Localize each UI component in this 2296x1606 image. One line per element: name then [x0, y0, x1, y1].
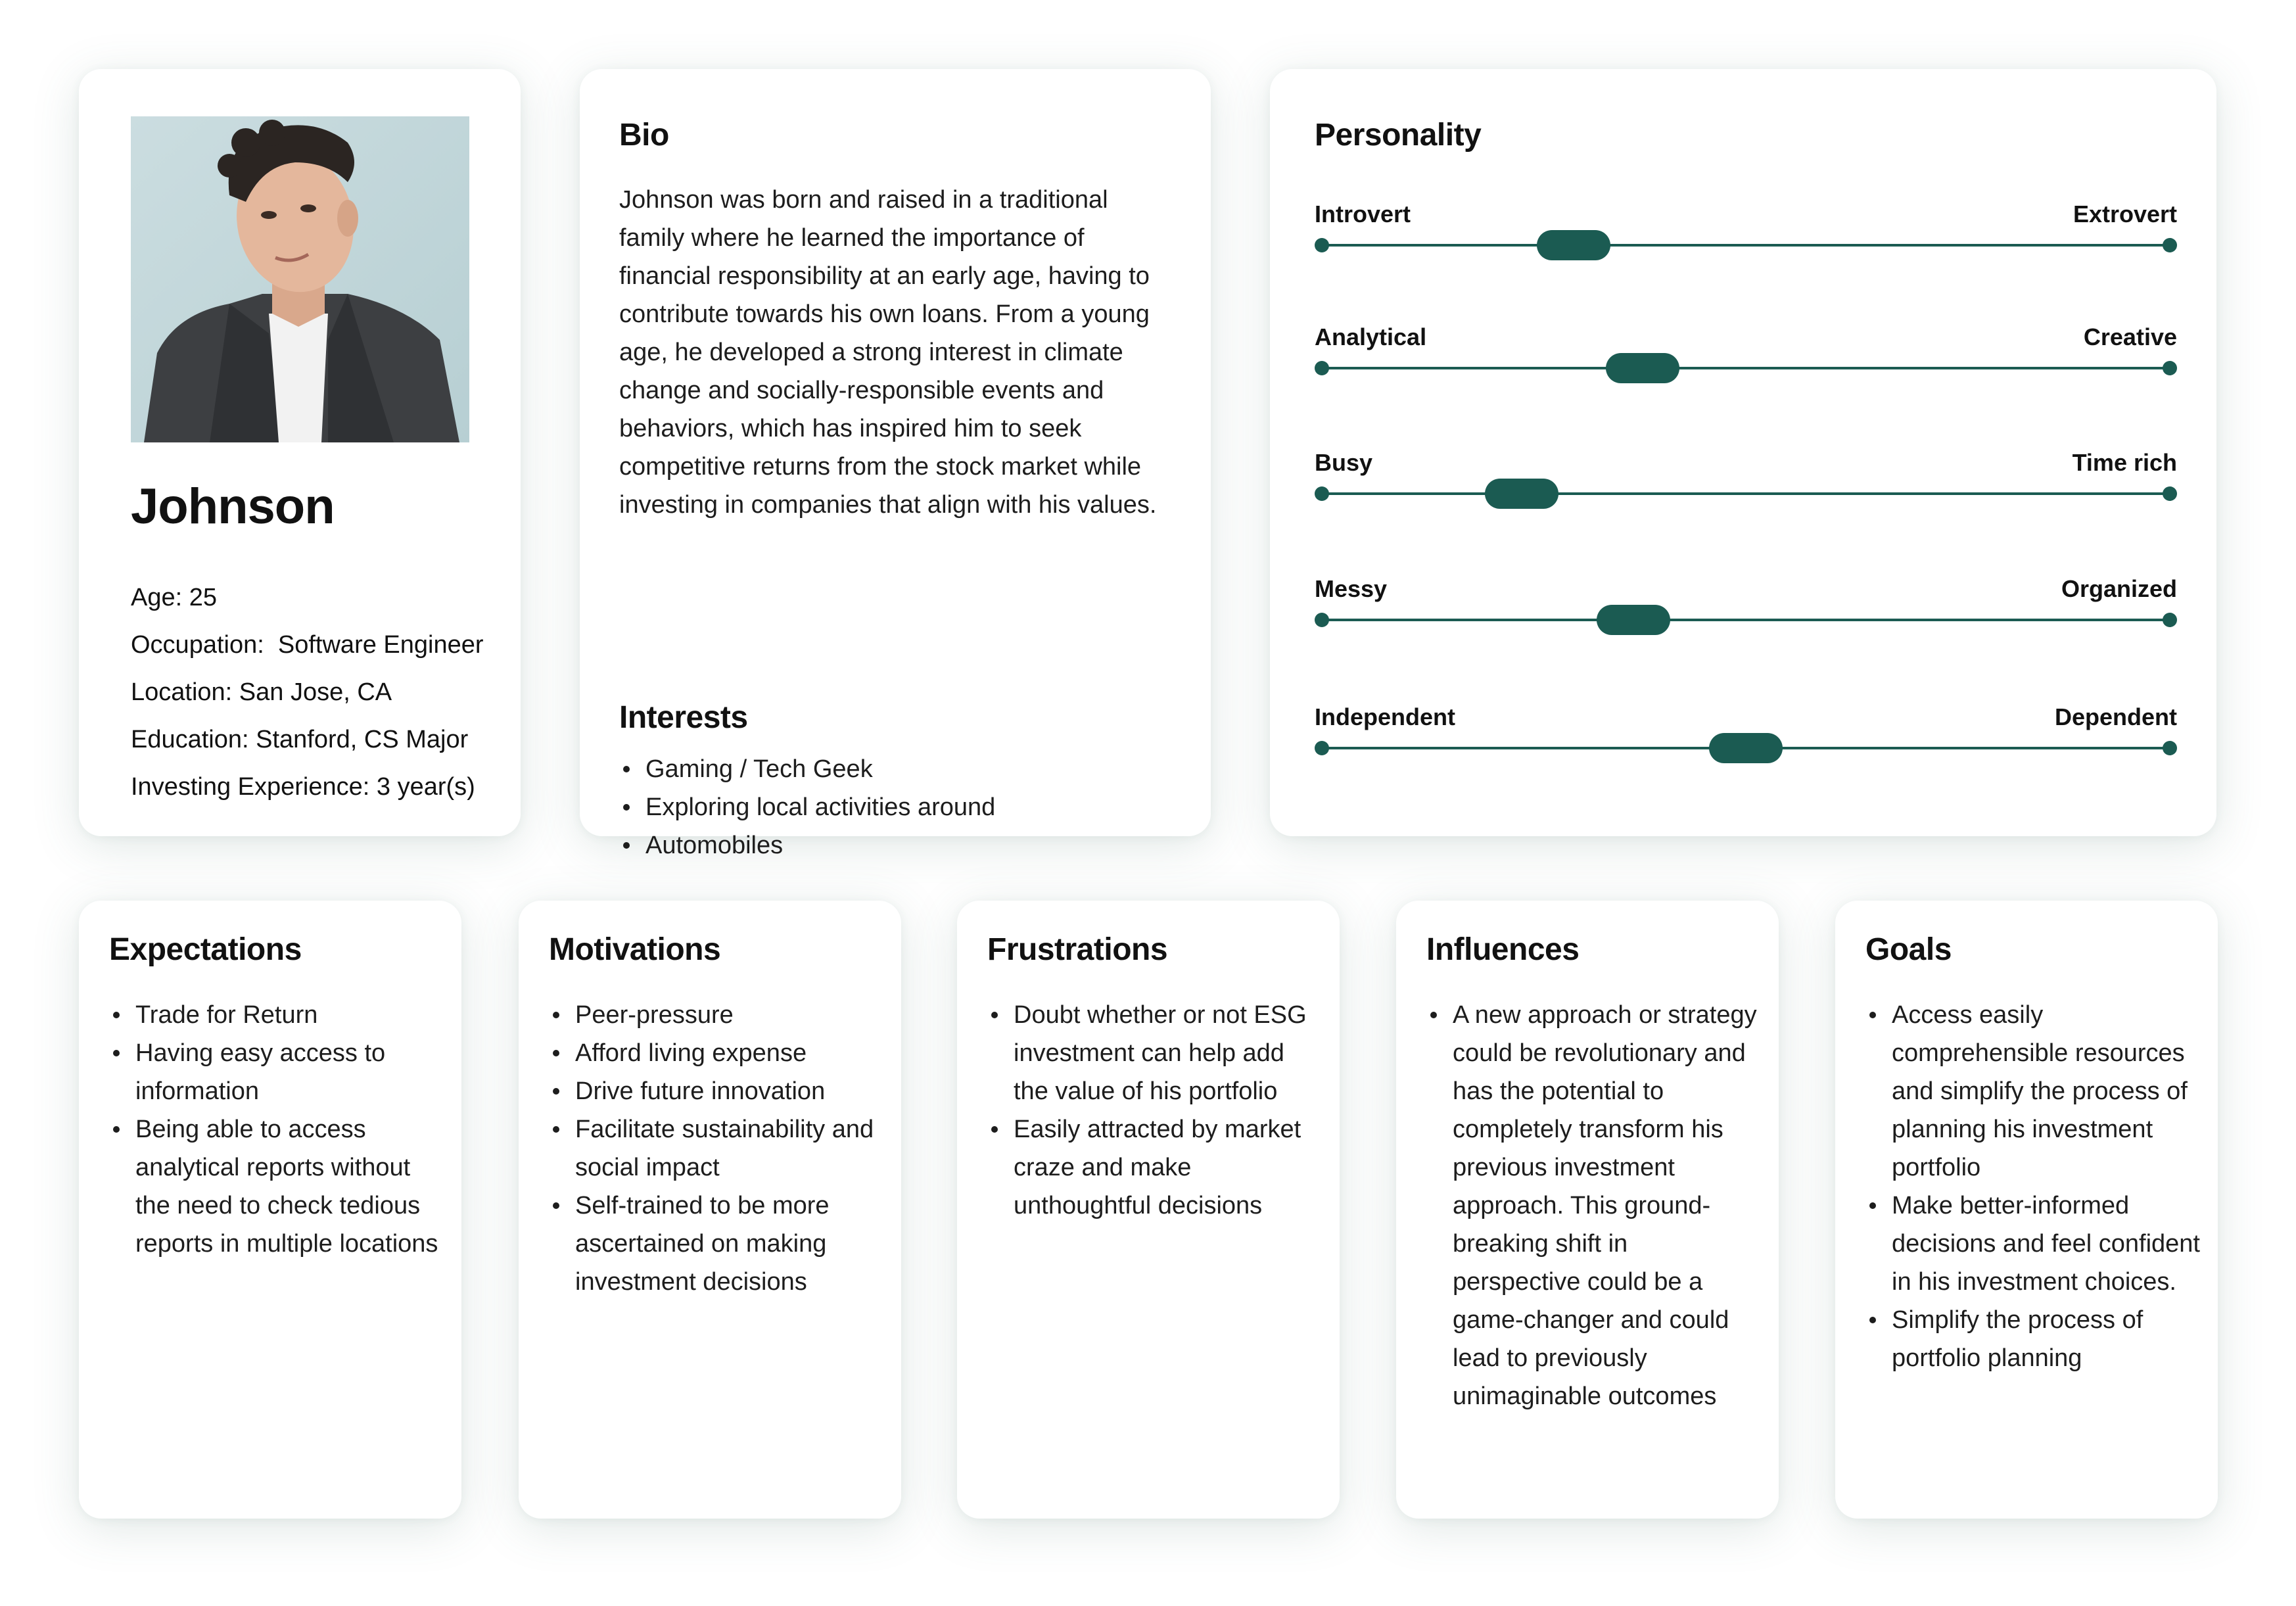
influences-title: Influences: [1426, 932, 1580, 967]
trait-independent-dependent: [1315, 703, 2177, 782]
slider-track: [1321, 492, 2170, 495]
list-item: Easily attracted by market craze and make unthoughtful decisions: [987, 1110, 1323, 1225]
interests-title: Interests: [619, 700, 748, 735]
list-item: Peer-pressure: [549, 996, 884, 1034]
trait-analytical-creative: [1315, 323, 2177, 402]
slider-track: [1321, 367, 2170, 369]
influences-card: [1396, 901, 1779, 1519]
bio-line: contribute towards his own loans. From a young: [619, 300, 1150, 328]
list-item: Automobiles: [619, 826, 1184, 864]
interests-list: [619, 750, 1184, 864]
trait-right-label: Time rich: [2072, 449, 2177, 476]
trait-messy-organized: [1315, 575, 2177, 654]
profile-photo: [131, 116, 469, 442]
list-item: Access easily comprehensible resources and simplify the process of planning his investment portfolio: [1865, 996, 2201, 1187]
motivations-card: [519, 901, 901, 1519]
slider-end-dot: [2163, 238, 2177, 252]
list-item: Self-trained to be more ascertained on making investment decisions: [549, 1187, 884, 1301]
slider-start-dot: [1315, 613, 1329, 627]
trait-right-label: Extrovert: [2073, 201, 2177, 227]
fact-location: Location: San Jose, CA: [131, 678, 392, 706]
profile-card: [79, 69, 521, 836]
list-item: Make better-informed decisions and feel confident in his investment choices.: [1865, 1187, 2201, 1301]
slider-thumb[interactable]: [1606, 353, 1679, 383]
slider-track: [1321, 244, 2170, 247]
goals-card: [1835, 901, 2218, 1519]
fact-investing-experience: Investing Experience: 3 year(s): [131, 773, 475, 801]
personality-card: [1270, 69, 2216, 836]
bio-line: investing in companies that align with his values.: [619, 491, 1157, 519]
bio-card: [580, 69, 1211, 859]
slider-thumb[interactable]: [1485, 479, 1558, 509]
motivations-title: Motivations: [549, 932, 721, 967]
slider-start-dot: [1315, 238, 1329, 252]
frustrations-title: Frustrations: [987, 932, 1168, 967]
trait-left-label: Independent: [1315, 703, 1455, 730]
bio-title: Bio: [619, 118, 669, 153]
trait-left-label: Introvert: [1315, 201, 1411, 227]
bio-line: change and socially-responsible events and: [619, 377, 1104, 404]
slider-end-dot: [2163, 741, 2177, 755]
trait-left-label: Busy: [1315, 449, 1373, 476]
trait-right-label: Creative: [2083, 323, 2177, 350]
trait-left-label: Analytical: [1315, 323, 1427, 350]
bio-line: financial responsibility at an early age, having to: [619, 262, 1150, 290]
slider-end-dot: [2163, 361, 2177, 375]
list-item: Afford living expense: [549, 1034, 884, 1072]
goals-title: Goals: [1865, 932, 1952, 967]
bio-line: family where he learned the importance of: [619, 224, 1085, 252]
persona-name: Johnson: [131, 479, 335, 534]
expectations-card: [79, 901, 461, 1519]
list-item: Simplify the process of portfolio planning: [1865, 1301, 2201, 1377]
frustrations-card: [957, 901, 1340, 1519]
fact-age: Age: 25: [131, 584, 217, 611]
trait-introvert-extrovert: [1315, 201, 2177, 279]
expectations-title: Expectations: [109, 932, 302, 967]
list-item: Drive future innovation: [549, 1072, 884, 1110]
list-item: A new approach or strategy could be revolutionary and has the potential to completely transform his previous investment approach. This ground-breaking shift in perspective could be a game-changer and could lead to previously unimaginable outcomes: [1426, 996, 1762, 1415]
slider-end-dot: [2163, 613, 2177, 627]
bio-text: [619, 181, 1184, 524]
bio-line: behaviors, which has inspired him to seek: [619, 415, 1082, 442]
list-item: Facilitate sustainability and social impact: [549, 1110, 884, 1187]
trait-right-label: Organized: [2061, 575, 2177, 602]
fact-education: Education: Stanford, CS Major: [131, 726, 469, 753]
list-item: Being able to access analytical reports without the need to check tedious reports in multiple locations: [109, 1110, 444, 1263]
profile-facts: [131, 574, 484, 811]
list-item: Having easy access to information: [109, 1034, 444, 1110]
fact-occupation: Occupation: Software Engineer: [131, 631, 484, 659]
personality-title: Personality: [1315, 118, 1482, 153]
slider-track: [1321, 619, 2170, 621]
trait-right-label: Dependent: [2054, 703, 2177, 730]
trait-busy-time-rich: [1315, 449, 2177, 528]
trait-left-label: Messy: [1315, 575, 1388, 602]
frustrations-list: [987, 996, 1323, 1225]
list-item: Doubt whether or not ESG investment can help add the value of his portfolio: [987, 996, 1323, 1110]
slider-thumb[interactable]: [1597, 605, 1670, 635]
list-item: Gaming / Tech Geek: [619, 750, 1184, 788]
bio-line: Johnson was born and raised in a traditional: [619, 186, 1108, 214]
motivations-list: [549, 996, 884, 1301]
slider-thumb[interactable]: [1709, 733, 1783, 763]
list-item: Trade for Return: [109, 996, 444, 1034]
slider-thumb[interactable]: [1537, 230, 1610, 260]
slider-start-dot: [1315, 741, 1329, 755]
goals-list: [1865, 996, 2201, 1377]
bio-line: competitive returns from the stock market while: [619, 453, 1142, 481]
slider-start-dot: [1315, 486, 1329, 501]
person-portrait-image: [131, 116, 469, 442]
slider-end-dot: [2163, 486, 2177, 501]
list-item: Exploring local activities around: [619, 788, 1184, 826]
slider-start-dot: [1315, 361, 1329, 375]
influences-list: [1426, 996, 1762, 1415]
expectations-list: [109, 996, 444, 1263]
bio-line: age, he developed a strong interest in climate: [619, 339, 1123, 366]
